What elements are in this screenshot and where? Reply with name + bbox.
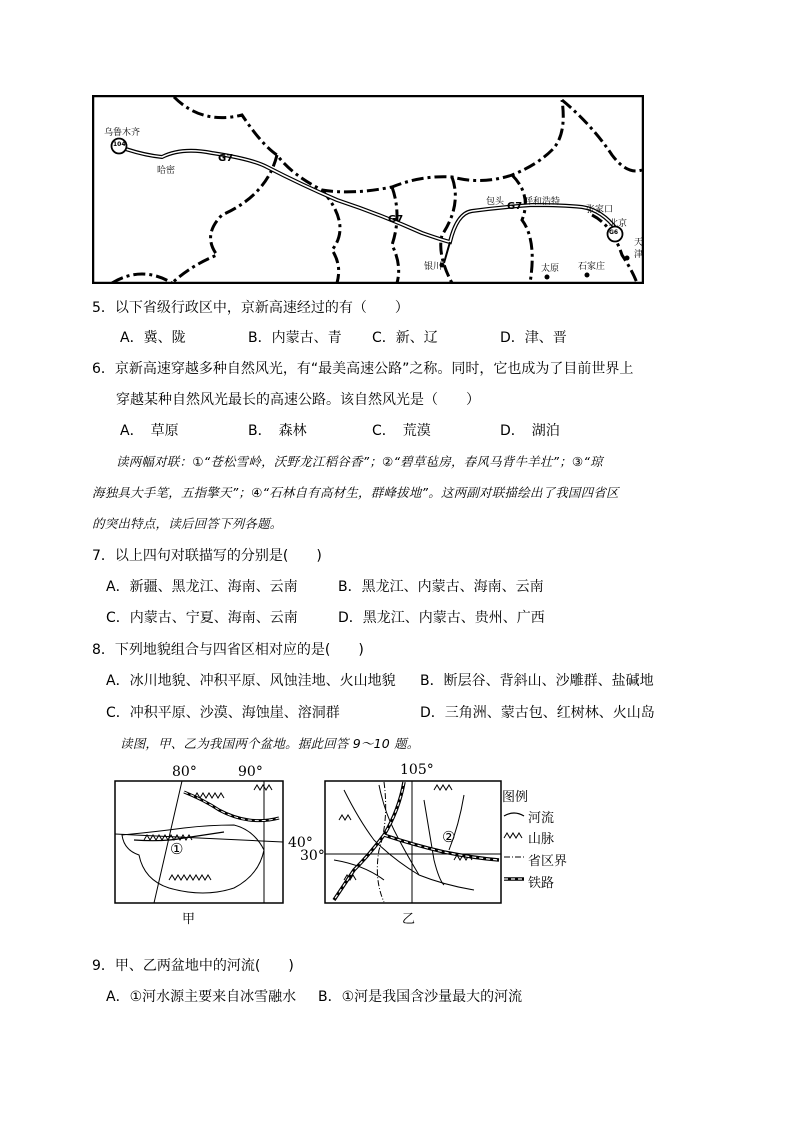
- q6-option-c[interactable]: C． 荒漠: [372, 423, 431, 439]
- q9-option-a[interactable]: A．①河水源主要来自冰雪融水: [106, 989, 297, 1005]
- question-9-stem: 9．甲、乙两盆地中的河流( ): [92, 958, 294, 974]
- label-g7-3: G7: [507, 201, 523, 212]
- q8-option-a[interactable]: A．冰川地貌、冲积平原、风蚀洼地、火山地貌: [106, 673, 396, 689]
- lat-40: 40°: [288, 835, 313, 851]
- label-hami: 哈密: [157, 166, 176, 176]
- caption-right: 乙: [402, 912, 416, 927]
- shield-104: 104: [113, 141, 126, 148]
- q8-option-c[interactable]: C．冲积平原、沙漠、海蚀崖、溶洞群: [106, 705, 340, 721]
- q8-option-d[interactable]: D．三角洲、蒙古包、红树林、火山岛: [420, 705, 655, 721]
- label-g7-1: G7: [218, 153, 234, 164]
- shield-g6: G6: [609, 229, 619, 236]
- caption-left: 甲: [182, 912, 196, 927]
- q7-option-a[interactable]: A．新疆、黑龙江、海南、云南: [106, 579, 298, 595]
- couplet-note-line2: 海独具大手笔，五指擎天”；④“石林自有高材生，群峰拔地”。这两副对联描绘出了我国四省区: [92, 485, 619, 500]
- legend-boundary: 省区界: [528, 854, 568, 869]
- q6-option-a[interactable]: A． 草原: [120, 423, 179, 439]
- lat-30: 30°: [300, 848, 325, 864]
- basin-note: 读图，甲、乙为我国两个盆地。据此回答 9～10 题。: [120, 736, 420, 751]
- question-8-stem: 8．下列地貌组合与四省区相对应的是( ): [92, 642, 364, 658]
- marker-2: ②: [442, 828, 456, 846]
- label-tian: 天: [634, 238, 644, 248]
- expressway-map: [92, 95, 644, 284]
- label-baotou: 包头: [486, 197, 505, 207]
- q7-option-d[interactable]: D．黑龙江、内蒙古、贵州、广西: [338, 610, 545, 626]
- lon-80: 80°: [172, 764, 197, 780]
- q5-option-b[interactable]: B．内蒙古、青: [248, 330, 342, 346]
- basin-maps: [110, 762, 590, 927]
- legend-river: 河流: [528, 811, 555, 826]
- legend-mountain: 山脉: [528, 832, 555, 847]
- q9-option-b[interactable]: B．①河是我国含沙量最大的河流: [318, 989, 523, 1005]
- legend-railway: 铁路: [528, 876, 555, 891]
- label-zhangjiakou: 张家口: [586, 205, 614, 215]
- q5-option-a[interactable]: A．冀、陇: [120, 330, 186, 346]
- lon-90: 90°: [238, 764, 263, 780]
- lon-105: 105°: [400, 762, 434, 778]
- question-7-stem: 7．以上四句对联描写的分别是( ): [92, 548, 322, 564]
- q7-option-c[interactable]: C．内蒙古、宁夏、海南、云南: [106, 610, 298, 626]
- q5-option-c[interactable]: C．新、辽: [372, 330, 438, 346]
- marker-1: ①: [170, 840, 184, 858]
- label-taiyuan: 太原: [541, 264, 560, 274]
- expressway-map-svg: [92, 95, 644, 284]
- label-yinchuan: 银川: [424, 262, 443, 272]
- label-urumqi: 乌鲁木齐: [104, 128, 141, 138]
- q6-option-d[interactable]: D． 湖泊: [500, 423, 560, 439]
- label-beijing: 北京: [609, 219, 628, 229]
- basin-map-right: [324, 780, 502, 904]
- question-5-stem: 5．以下省级行政区中，京新高速经过的有（ ）: [92, 300, 409, 316]
- question-6-stem-line2: 穿越某种自然风光最长的高速公路。该自然风光是（ ）: [116, 392, 480, 408]
- label-jin: 津: [634, 250, 644, 260]
- legend-title: 图例: [502, 790, 529, 805]
- q8-option-b[interactable]: B．断层谷、背斜山、沙雕群、盐碱地: [420, 673, 654, 689]
- couplet-note-line3: 的突出特点，读后回答下列各题。: [92, 516, 283, 531]
- label-hohhot: 呼和浩特: [524, 197, 561, 207]
- q5-option-d[interactable]: D．津、晋: [500, 330, 567, 346]
- q7-option-b[interactable]: B．黑龙江、内蒙古、海南、云南: [338, 579, 544, 595]
- basin-map-left: [114, 780, 284, 904]
- q6-option-b[interactable]: B． 森林: [248, 423, 307, 439]
- label-g7-2: G7: [388, 214, 404, 225]
- question-6-stem-line1: 6．京新高速穿越多种自然风光，有“最美高速公路”之称。同时，它也成为了目前世界上: [92, 361, 634, 377]
- label-shijiazhuang: 石家庄: [578, 262, 606, 272]
- couplet-note-line1: 读两幅对联：①“苍松雪岭，沃野龙江稻谷香”；②“碧草毡房，春风马背牛羊壮”；③“琼: [116, 454, 603, 469]
